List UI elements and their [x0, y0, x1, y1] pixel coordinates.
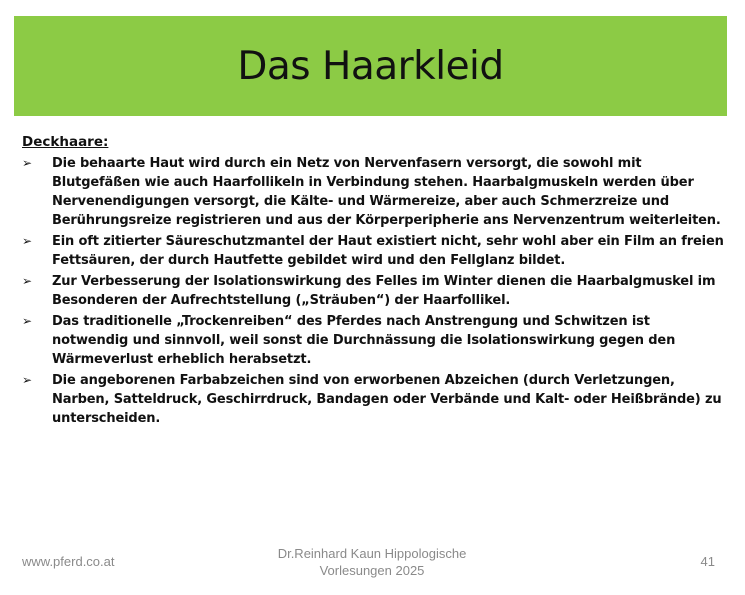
list-item: [22, 312, 727, 369]
bullet-text: Zur Verbesserung der Isolationswirkung des Felles im Winter dienen die Haarbalgmuskel im Besonderen der Aufrechtstellung („Sträuben“) der Haarfollikel.: [52, 274, 716, 308]
bullet-text: Die behaarte Haut wird durch ein Netz von Nervenfasern versorgt, die sowohl mit Blutgefäßen wie auch Haarfollikeln in Verbindung stehen. Haarbalgmuskeln werden über Nervenendigungen versorgt, die Kälte- und Wärmereize, aber auch Schmerzreize und Berührungsreize registrieren und aus der Körperperipherie ans Nervenzentrum weiterleiten.: [52, 156, 721, 228]
slide-title: Das Haarkleid: [237, 43, 504, 89]
list-item: [22, 272, 727, 310]
bullet-list: [22, 154, 727, 428]
section-heading: Deckhaare:: [22, 134, 109, 150]
list-item: [22, 232, 727, 270]
footer-website: www.pferd.co.at: [22, 554, 115, 569]
slide-content: [22, 133, 727, 428]
title-bar: [14, 16, 727, 116]
list-item: [22, 154, 727, 230]
page-number: 41: [700, 554, 715, 569]
footer-author: [252, 545, 492, 579]
bullet-text: Das traditionelle „Trockenreiben“ des Pferdes nach Anstrengung und Schwitzen ist notwendig und sinnvoll, weil sonst die Durchnässung die Isolationswirkung gegen den Wärmeverlust erheblich herabsetzt.: [52, 314, 676, 367]
footer-author-line2: Vorlesungen 2025: [319, 563, 425, 578]
arrow-bullet-icon: ➢: [22, 156, 33, 170]
arrow-bullet-icon: ➢: [22, 314, 33, 328]
list-item: [22, 371, 727, 428]
bullet-text: Ein oft zitierter Säureschutzmantel der Haut existiert nicht, sehr wohl aber ein Film an freien Fettsäuren, der durch Hautfette gebildet wird und den Fellglanz bildet.: [52, 234, 724, 268]
arrow-bullet-icon: ➢: [22, 234, 33, 248]
arrow-bullet-icon: ➢: [22, 373, 33, 387]
bullet-text: Die angeborenen Farbabzeichen sind von erworbenen Abzeichen (durch Verletzungen, Narben, Satteldruck, Geschirrdruck, Bandagen oder Verbände und Kalt- oder Heißbrände) zu unterscheiden.: [52, 373, 722, 426]
footer-author-line1: Dr.Reinhard Kaun Hippologische: [277, 546, 467, 561]
arrow-bullet-icon: ➢: [22, 274, 33, 288]
